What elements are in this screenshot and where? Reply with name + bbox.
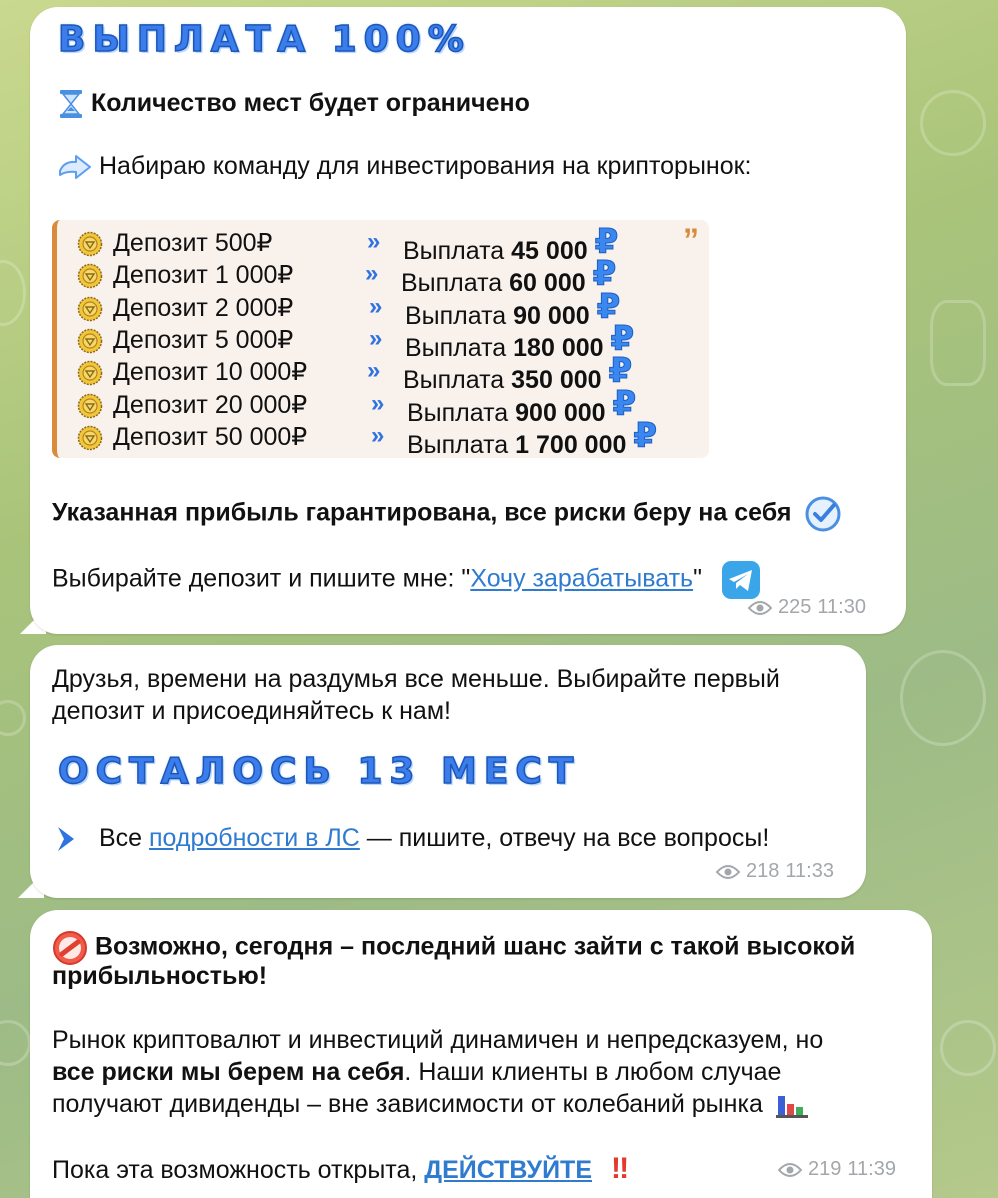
message-time: 11:39 <box>847 1158 896 1180</box>
double-arrow-icon: » <box>367 357 375 385</box>
deposit-table-quote <box>52 220 709 458</box>
hourglass-icon <box>58 89 84 119</box>
message-text-line: Друзья, времени на раздумья все меньше. Выбирайте первый <box>52 665 780 693</box>
details-suffix: — пишите, отвечу на все вопросы! <box>359 824 770 852</box>
body-text-line <box>52 1090 810 1119</box>
payout-amount: 350 000 <box>511 366 602 395</box>
payout-amount: 60 000 <box>509 269 586 298</box>
cta-prefix: Выбирайте депозит и пишите мне: " <box>52 564 471 593</box>
limited-text: Количество мест будет ограничено <box>90 89 530 117</box>
double-arrow-icon: » <box>365 260 373 288</box>
rouble-icon: ₽ <box>608 352 633 391</box>
deposit-amount: Депозит 5 000₽ <box>113 325 294 354</box>
bar-chart-icon <box>776 1092 810 1118</box>
eye-icon <box>716 864 740 880</box>
details-line <box>52 824 769 853</box>
message-meta-2 <box>716 860 834 883</box>
message-meta-3 <box>778 1158 896 1181</box>
body-bold: все риски мы берем на себя <box>52 1058 405 1086</box>
payout-amount: 1 700 000 <box>515 430 627 459</box>
message-bubble-2[interactable] <box>30 645 866 898</box>
message-meta-1 <box>748 596 866 619</box>
cta-prefix: Пока эта возможность открыта, <box>52 1156 425 1184</box>
details-prefix: Все <box>98 824 149 852</box>
rouble-icon: ₽ <box>596 287 621 326</box>
deposit-amount: Депозит 1 000₽ <box>113 261 294 290</box>
quote-mark-icon: ” <box>683 222 699 258</box>
cta-line <box>52 560 761 600</box>
eye-icon <box>778 1162 802 1178</box>
message-time: 11:30 <box>817 596 866 618</box>
payout-amount: 900 000 <box>515 398 606 427</box>
banner-title: ВЫПЛАТА 100% <box>58 19 471 60</box>
coin-icon <box>77 263 103 296</box>
coin-icon <box>77 231 103 264</box>
payout-amount: 45 000 <box>511 237 588 265</box>
headline-text: Возможно, сегодня – последний шанс зайти с такой высокой <box>94 932 856 961</box>
coin-icon <box>77 360 103 393</box>
payout-label: Выплата <box>405 333 507 362</box>
rouble-icon: ₽ <box>594 223 619 261</box>
message-bubble-3[interactable] <box>30 910 932 1198</box>
recruit-line <box>58 152 752 181</box>
headline-text: прибыльностью! <box>52 962 268 990</box>
views-count: 218 <box>746 860 780 882</box>
double-arrow-icon: » <box>369 292 377 320</box>
cta-suffix: " <box>693 564 702 593</box>
rouble-icon: ₽ <box>633 416 657 455</box>
payout-label: Выплата <box>407 430 509 459</box>
details-link[interactable]: подробности в ЛС <box>148 824 360 852</box>
body-rest: . Наши клиенты в любом случае <box>404 1058 782 1086</box>
deposit-amount: Депозит 500₽ <box>113 229 273 257</box>
arrow-right-icon <box>58 153 92 181</box>
seats-left-banner: ОСТАЛОСЬ 13 МЕСТ <box>58 751 581 792</box>
double-arrow-icon: » <box>371 389 379 417</box>
payout-label: Выплата <box>403 237 505 265</box>
views-count: 225 <box>778 596 812 618</box>
no-entry-icon <box>52 930 88 966</box>
rouble-icon: ₽ <box>610 319 635 358</box>
payout <box>407 416 657 462</box>
message-text-line: депозит и присоединяйтесь к нам! <box>52 697 451 725</box>
coin-icon <box>77 296 103 329</box>
payout-label: Выплата <box>403 366 505 395</box>
check-badge-icon <box>804 495 842 533</box>
body-text-line: Рынок криптовалют и инвестиций динамичен и непредсказуем, но <box>52 1026 824 1054</box>
rouble-icon: ₽ <box>592 255 617 294</box>
final-cta-line <box>52 1152 629 1186</box>
eye-icon <box>748 600 772 616</box>
body-text: получают дивиденды – вне зависимости от колебаний рынка <box>52 1090 763 1118</box>
act-now-link[interactable]: ДЕЙСТВУЙТЕ <box>424 1156 592 1184</box>
double-exclamation-icon: ‼ <box>610 1152 630 1185</box>
guarantee-line <box>52 495 842 533</box>
coin-icon <box>77 425 103 458</box>
headline-line <box>52 930 855 966</box>
deposit-amount: Депозит 50 000₽ <box>113 422 308 451</box>
deposit-amount: Депозит 20 000₽ <box>113 390 308 419</box>
payout-label: Выплата <box>407 398 509 427</box>
views-count: 219 <box>808 1158 842 1180</box>
coin-icon <box>77 393 103 426</box>
message-bubble-1[interactable] <box>30 7 906 634</box>
payout-label: Выплата <box>405 301 507 330</box>
telegram-icon[interactable] <box>721 560 761 600</box>
deposit-amount: Депозит 10 000₽ <box>113 358 308 387</box>
rouble-icon: ₽ <box>612 384 637 423</box>
body-text-line <box>52 1058 781 1087</box>
recruit-text: Набираю команду для инвестирования на крипторынок: <box>98 152 752 180</box>
payout-amount: 90 000 <box>513 301 590 330</box>
double-arrow-icon: » <box>371 421 379 449</box>
message-time: 11:33 <box>785 860 834 882</box>
payout-label: Выплата <box>401 269 503 298</box>
double-arrow-icon: » <box>369 324 377 352</box>
payout-amount: 180 000 <box>513 333 604 362</box>
coin-icon <box>77 328 103 361</box>
guarantee-text: Указанная прибыль гарантирована, все риски беру на себя <box>52 498 792 527</box>
limited-line <box>58 89 530 119</box>
double-arrow-icon: » <box>367 228 375 255</box>
want-to-earn-link[interactable]: Хочу зарабатывать <box>470 564 694 593</box>
deposit-amount: Депозит 2 000₽ <box>113 293 294 322</box>
chevron-right-icon <box>52 825 84 853</box>
